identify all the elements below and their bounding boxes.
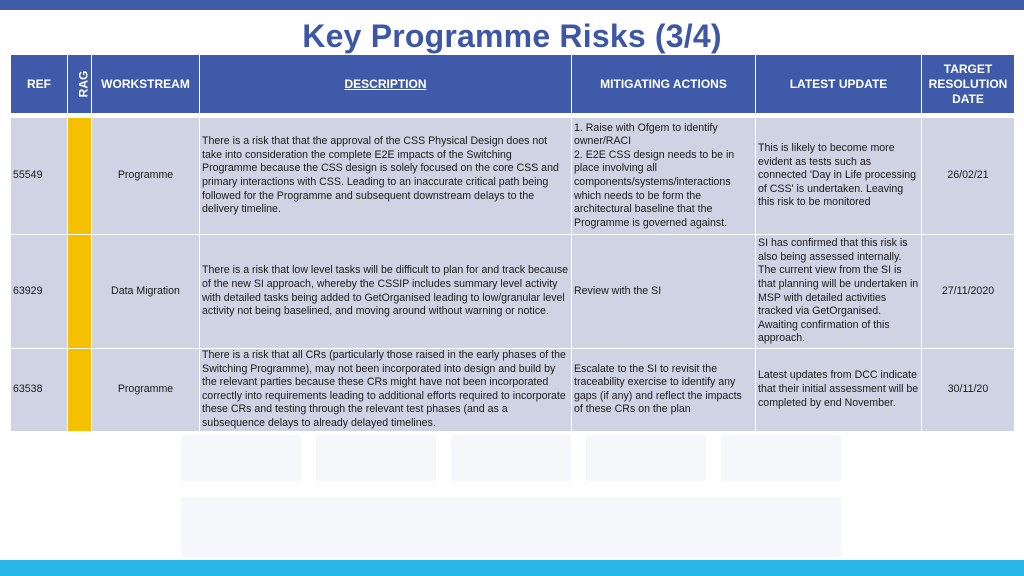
header-description — [200, 55, 572, 114]
header-workstream: WORKSTREAM — [92, 55, 200, 114]
background-placeholder — [721, 435, 841, 481]
bottom-accent-bar — [0, 560, 1024, 576]
header-latest-update: LATEST UPDATE — [756, 55, 922, 114]
cell-ref: 63538 — [11, 349, 68, 432]
page-title: Key Programme Risks (3/4) — [302, 18, 722, 54]
rag-status-amber — [68, 118, 92, 235]
background-placeholder — [181, 435, 301, 481]
cell-workstream: Data Migration — [92, 235, 200, 349]
mitigating-action-item: 2. E2E CSS design needs to be in place involving all components/systems/interactions which needs to be form the architectural baseline that the Programme is governed against. — [574, 148, 735, 229]
cell-latest-update: SI has confirmed that this risk is also being assessed internally. The current view from the SI is that planning will be undertaken in MSP with detailed activities tracked via GetOrganised. Awaiting confirmation of this approach. — [756, 235, 922, 349]
cell-target-date: 27/11/2020 — [922, 235, 1015, 349]
cell-ref: 63929 — [11, 235, 68, 349]
risk-table — [10, 54, 1015, 432]
cell-workstream: Programme — [92, 349, 200, 432]
cell-mitigating-actions — [572, 118, 756, 235]
cell-description: There is a risk that that the approval of the CSS Physical Design does not take into consideration the complete E2E impacts of the Switching Programme because the CSS design is solely focused on the core CSS and primary interactions with CSS. Leading to an inaccurate critical path being followed for the Programme and subsequent downstream delays to the delivery timeline. — [200, 118, 572, 235]
cell-target-date: 26/02/21 — [922, 118, 1015, 235]
background-placeholder — [586, 435, 706, 481]
header-target-date: TARGET RESOLUTION DATE — [922, 55, 1015, 114]
cell-workstream: Programme — [92, 118, 200, 235]
background-placeholder — [316, 435, 436, 481]
rag-status-amber — [68, 349, 92, 432]
table-row — [11, 118, 1015, 235]
header-description-label: DESCRIPTION — [344, 77, 427, 91]
cell-mitigating-actions: Escalate to the SI to revisit the traceability exercise to identify any gaps (if any) and reflect the impacts of these CRs on the plan — [572, 349, 756, 432]
header-rag-label: RAG — [76, 70, 91, 98]
header-rag — [68, 55, 92, 114]
cell-mitigating-actions: Review with the SI — [572, 235, 756, 349]
cell-ref: 55549 — [11, 118, 68, 235]
table-row — [11, 235, 1015, 349]
background-placeholder — [181, 497, 841, 557]
mitigating-action-item: 1. Raise with Ofgem to identify owner/RACI — [574, 121, 718, 148]
cell-latest-update: This is likely to become more evident as tests such as connected 'Day in Life processing of CSS' is undertaken. Leaving this risk to be monitored — [756, 118, 922, 235]
top-accent-bar — [0, 0, 1024, 10]
rag-status-amber — [68, 235, 92, 349]
background-placeholder — [451, 435, 571, 481]
cell-target-date: 30/11/20 — [922, 349, 1015, 432]
cell-description: There is a risk that low level tasks will be difficult to plan for and track because of the new SI approach, whereby the CSSIP includes summary level activity with detailed tasks being added to GetOrganised leading to low/granular level activity not being baselined, and moving around without warning or notice. — [200, 235, 572, 349]
cell-description: There is a risk that all CRs (particularly those raised in the early phases of the Switching Programme), may not been incorporated into design and build by the relevant parties because these CRs might have not been incorporated correctly into requirements leading to additional efforts required to incorporate these CRs and testing through the relevant test phases (and as a subsequence delays to already delayed timelines. — [200, 349, 572, 432]
table-row — [11, 349, 1015, 432]
cell-latest-update: Latest updates from DCC indicate that their initial assessment will be completed by end November. — [756, 349, 922, 432]
table-header-row — [11, 55, 1015, 114]
header-ref: REF — [11, 55, 68, 114]
header-mitigating-actions: MITIGATING ACTIONS — [572, 55, 756, 114]
